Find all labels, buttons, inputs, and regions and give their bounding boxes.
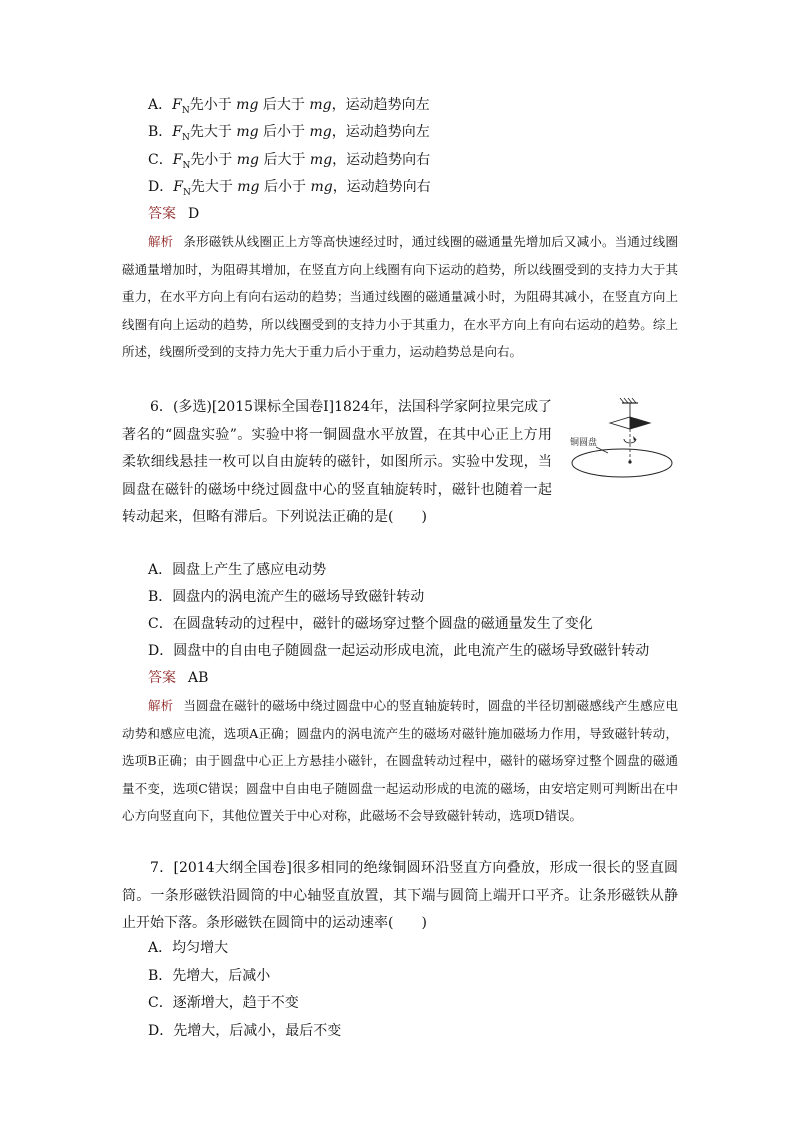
q6-option-d: D．圆盘中的自由电子随圆盘一起运动形成电流，此电流产生的磁场导致磁针转动 bbox=[148, 643, 650, 659]
analysis-text: 条形磁铁从线圈正上方等高快速经过时，通过线圈的磁通量先增加后又减小。当通过线圈磁通量增加时，为阻碍其增加，在竖直方向上线圈有向下运动的趋势，所以线圈受到的支持力大于其重力，在水平方向上有向右运动的趋势；当通过线圈的磁通量减小时，为阻碍其减小，在竖直方向上线圈有向上运动的趋势，所以线圈受到的支持力小于其重力，在水平方向上有向右运动的趋势。综上所述，线圈所受到的支持力先大于重力后小于重力，运动趋势总是向右。 bbox=[122, 234, 678, 359]
q5-option-a: A．$F_N$先小于 mg 后大于 mg，运动趋势向左 bbox=[148, 97, 430, 116]
q6-answer bbox=[148, 668, 208, 688]
answer-value: AB bbox=[188, 670, 209, 686]
copper-disk-figure bbox=[560, 395, 680, 495]
q5-option-c: C．$F_N$先小于 mg 后大于 mg，运动趋势向右 bbox=[148, 152, 431, 171]
answer-value: D bbox=[188, 206, 200, 222]
analysis-label: 解析 bbox=[148, 698, 174, 713]
analysis-label: 解析 bbox=[148, 234, 174, 249]
q6-analysis bbox=[122, 692, 678, 830]
q6-option-b: B．圆盘内的涡电流产生的磁场导致磁针转动 bbox=[148, 589, 425, 605]
q7-stem: 7．[2014大纲全国卷]很多相同的绝缘铜圆环沿竖直方向叠放，形成一很长的竖直圆筒。一条形磁铁沿圆筒的中心轴竖直放置，其下端与圆筒上端开口平齐。让条形磁铁从静止开始下落。条形磁铁在圆筒中的运动速率( ) bbox=[122, 860, 678, 931]
q7-option-c: C．逐渐增大，趋于不变 bbox=[148, 995, 299, 1011]
analysis-text: 当圆盘在磁针的磁场中绕过圆盘中心的竖直轴旋转时，圆盘的半径切割磁感线产生感应电动势和感应电流，选项A正确；圆盘内的涡电流产生的磁场对磁针施加磁场力作用，导致磁针转动，选项B正确；由于圆盘中心正上方悬挂小磁针，在圆盘转动过程中，磁针的磁场穿过整个圆盘的磁通量不变，选项C错误；圆盘中自由电子随圆盘一起运动形成的电流的磁场，由安培定则可判断出在中心方向竖直向下，其他位置关于中心对称，此磁场不会导致磁针转动，选项D错误。 bbox=[122, 698, 678, 823]
figure-label: 铜圆盘 bbox=[570, 438, 598, 448]
q5-analysis bbox=[122, 228, 678, 366]
answer-label: 答案 bbox=[148, 670, 176, 686]
q7-option-a: A．均匀增大 bbox=[148, 940, 229, 956]
q5-answer bbox=[148, 204, 199, 224]
q5-option-d: D．$F_N$先大于 mg 后小于 mg，运动趋势向右 bbox=[148, 179, 431, 198]
q7-option-d: D．先增大，后减小，最后不变 bbox=[148, 1023, 342, 1039]
q6-option-a: A．圆盘上产生了感应电动势 bbox=[148, 562, 327, 578]
q6-option-c: C．在圆盘转动的过程中，磁针的磁场穿过整个圆盘的磁通量发生了变化 bbox=[148, 616, 593, 632]
q7-option-b: B．先增大，后减小 bbox=[148, 968, 271, 984]
q6-stem: 6．(多选)[2015课标全国卷Ⅰ]1824年，法国科学家阿拉果完成了著名的“圆盘实验”。实验中将一铜圆盘水平放置，在其中心正上方用柔软细线悬挂一枚可以自由旋转的磁针，如图所示。实验中发现，当圆盘在磁针的磁场中绕过圆盘中心的竖直轴旋转时，磁针也随着一起转动起来，但略有滞后。下列说法正确的是( ) bbox=[122, 399, 552, 525]
answer-label: 答案 bbox=[148, 206, 176, 222]
q5-option-b: B．$F_N$先大于 mg 后小于 mg，运动趋势向左 bbox=[148, 124, 430, 143]
